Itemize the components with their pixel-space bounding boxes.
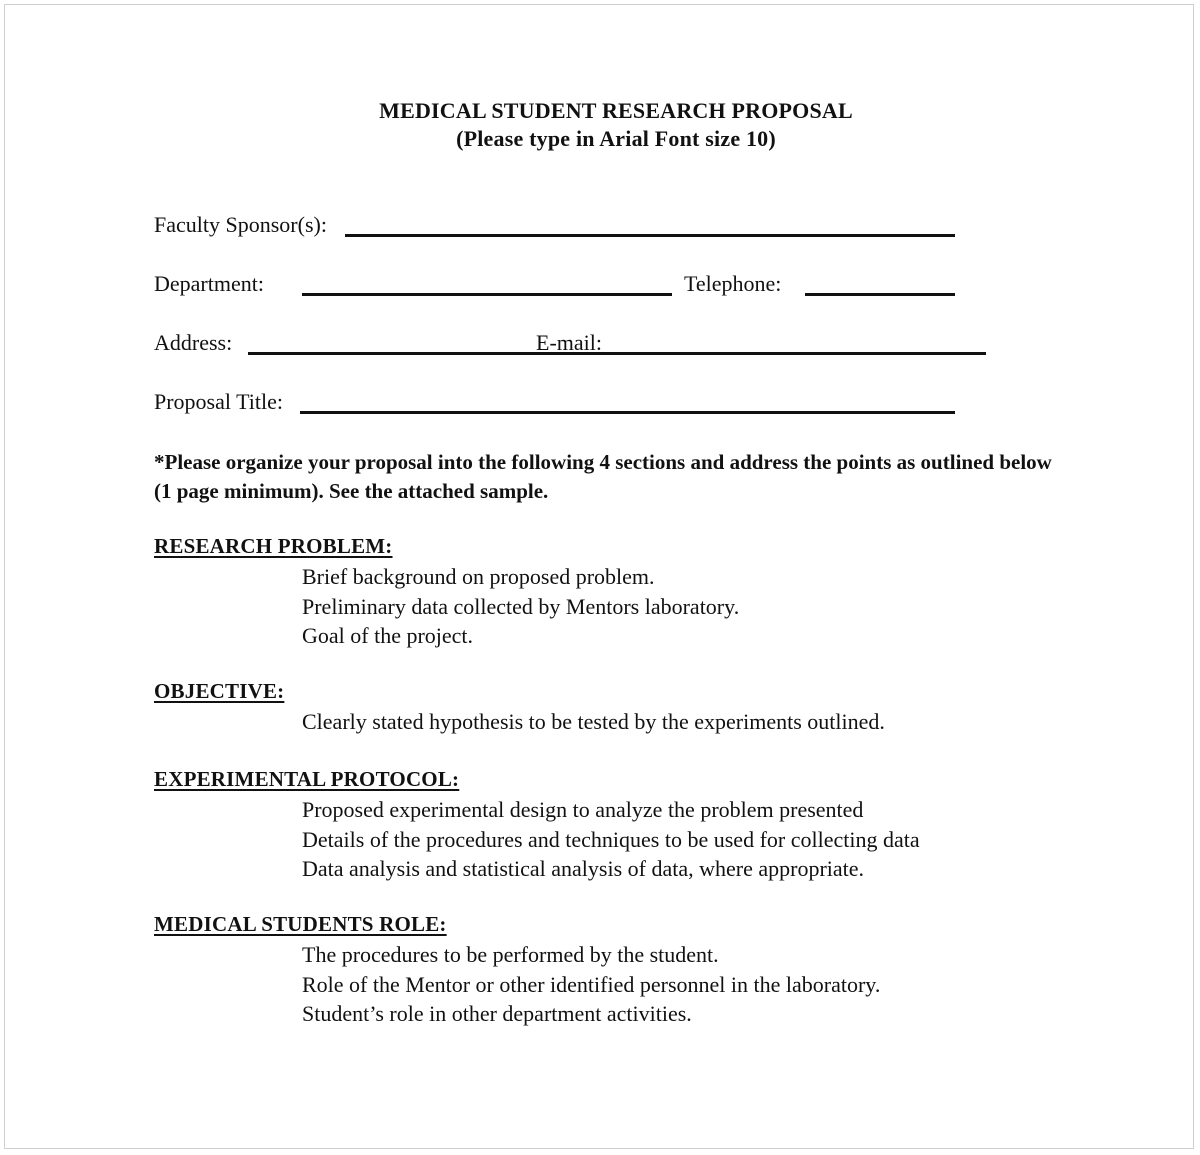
section-heading-experimental-protocol: EXPERIMENTAL PROTOCOL: [154, 767, 460, 791]
section-heading-objective: OBJECTIVE: [154, 679, 285, 703]
section-heading-medical-students-role: MEDICAL STUDENTS ROLE: [154, 912, 447, 936]
document-subtitle: (Please type in Arial Font size 10) [456, 126, 776, 151]
list-item: Clearly stated hypothesis to be tested by the experiments outlined. [302, 709, 885, 734]
research-problem-list [302, 562, 739, 651]
department-line[interactable] [302, 293, 672, 296]
address-email-line[interactable] [248, 352, 986, 355]
document-title: MEDICAL STUDENT RESEARCH PROPOSAL [379, 98, 853, 123]
faculty-sponsor-label: Faculty Sponsor(s): [154, 212, 327, 237]
list-item: The procedures to be performed by the student. [302, 942, 719, 967]
list-item: Data analysis and statistical analysis of data, where appropriate. [302, 856, 865, 881]
objective-list [302, 707, 885, 737]
list-item: Details of the procedures and techniques to be used for collecting data [302, 826, 920, 852]
department-label: Department: [154, 271, 264, 296]
list-item: Student’s role in other department activities. [302, 1001, 692, 1026]
section-heading-research-problem: RESEARCH PROBLEM: [154, 534, 393, 558]
list-item: Role of the Mentor or other identified personnel in the laboratory. [302, 971, 881, 997]
proposal-title-label: Proposal Title: [154, 389, 283, 414]
email-label: E-mail: [536, 330, 602, 355]
medical-students-role-list [302, 940, 880, 1029]
telephone-line[interactable] [805, 293, 955, 296]
list-item: Preliminary data collected by Mentors laboratory. [302, 593, 740, 619]
list-item: Proposed experimental design to analyze the problem presented [302, 797, 864, 822]
faculty-sponsor-line[interactable] [345, 234, 955, 237]
experimental-protocol-list [302, 795, 920, 884]
list-item: Goal of the project. [302, 623, 474, 648]
telephone-label: Telephone: [684, 271, 782, 296]
instructions-note: *Please organize your proposal into the following 4 sections and address the points as outlined below (1 page minimum). See the attached sample. [154, 450, 1052, 503]
list-item: Brief background on proposed problem. [302, 564, 655, 589]
address-label: Address: [154, 330, 233, 355]
proposal-title-line[interactable] [300, 411, 955, 414]
